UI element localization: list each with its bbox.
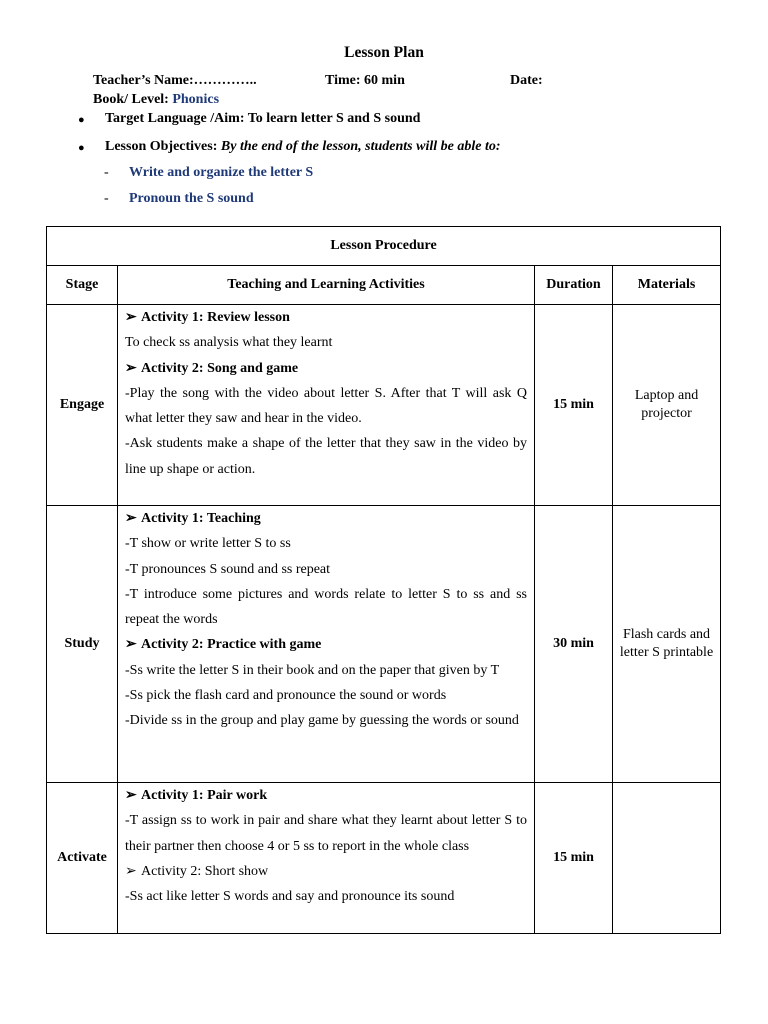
activity-heading: ➢ Activity 2: Song and game bbox=[125, 356, 527, 381]
book-level-value: Phonics bbox=[172, 92, 220, 107]
activity-text: -Play the song with the video about letter S. After that T will ask Q what letter they saw and hear in the video. bbox=[125, 385, 527, 427]
materials-cell: Laptop and projector bbox=[613, 305, 721, 506]
activity-heading: ➢ Activity 1: Review lesson bbox=[125, 305, 527, 330]
book-level-line bbox=[93, 92, 219, 108]
objectives-intro: By the end of the lesson, students will be able to: bbox=[220, 139, 501, 154]
activity-text: -Ask students make a shape of the letter that they saw in the video by line up shape or action. bbox=[125, 436, 527, 477]
column-header-materials: Materials bbox=[613, 266, 721, 305]
column-header-duration: Duration bbox=[535, 266, 613, 305]
activity-text: -T show or write letter S to ss bbox=[125, 536, 291, 552]
objectives-line bbox=[105, 139, 501, 155]
table-caption: Lesson Procedure bbox=[47, 227, 721, 266]
teacher-name-label: Teacher’s Name:………….. bbox=[93, 73, 257, 88]
lesson-procedure-table bbox=[46, 226, 721, 934]
stage-cell: Activate bbox=[47, 783, 118, 934]
table-row bbox=[47, 506, 721, 783]
table-row bbox=[47, 783, 721, 934]
objective-dash: - bbox=[104, 165, 109, 180]
arrow-bullet-icon: ➢ bbox=[125, 788, 137, 803]
table-row bbox=[47, 305, 721, 506]
activity-text: -Ss act like letter S words and say and pronounce its sound bbox=[125, 889, 455, 905]
activity-text: -T pronounces S sound and ss repeat bbox=[125, 561, 331, 577]
arrow-bullet-icon: ➢ bbox=[125, 637, 137, 653]
activity-text: -Divide ss in the group and play game by guessing the words or sound bbox=[125, 713, 519, 729]
activity-heading: ➢ Activity 2: Practice with game bbox=[125, 632, 527, 657]
materials-cell: Flash cards and letter S printable bbox=[613, 506, 721, 783]
arrow-bullet-icon: ➢ bbox=[125, 511, 137, 526]
target-language-line: Target Language /Aim: To learn letter S and S sound bbox=[105, 111, 421, 126]
duration-cell: 15 min bbox=[535, 783, 613, 934]
stage-cell: Study bbox=[47, 506, 118, 783]
date-label: Date: bbox=[510, 73, 543, 88]
activities-cell bbox=[118, 305, 535, 506]
activity-text: -Ss write the letter S in their book and on the paper that given by T bbox=[125, 662, 500, 678]
objective-dash: - bbox=[104, 191, 109, 206]
book-level-label: Book/ Level: bbox=[93, 92, 173, 107]
time-label: Time: 60 min bbox=[325, 73, 405, 88]
activity-text: -T introduce some pictures and words relate to letter S to ss and ss repeat the words bbox=[125, 586, 527, 628]
materials-cell bbox=[613, 783, 721, 934]
bullet-dot-icon: ● bbox=[78, 114, 85, 126]
bullet-dot-icon: ● bbox=[78, 142, 85, 154]
activity-text: -T assign ss to work in pair and share what they learnt about letter S to their partner then choose 4 or 5 ss to report in the whole class bbox=[125, 813, 527, 854]
activity-text: -Ss pick the flash card and pronounce the sound or words bbox=[125, 688, 447, 704]
objectives-label: Lesson Objectives: bbox=[105, 139, 221, 154]
activity-heading: ➢ Activity 1: Pair work bbox=[125, 783, 527, 808]
activities-cell bbox=[118, 506, 535, 783]
arrow-bullet-icon: ➢ bbox=[125, 863, 137, 879]
activity-text: To check ss analysis what they learnt bbox=[125, 335, 333, 351]
document-title: Lesson Plan bbox=[344, 44, 424, 61]
activities-cell bbox=[118, 783, 535, 934]
column-header-stage: Stage bbox=[47, 266, 118, 305]
activity-heading: ➢ Activity 1: Teaching bbox=[125, 506, 527, 531]
arrow-bullet-icon: ➢ bbox=[125, 360, 137, 376]
stage-cell: Engage bbox=[47, 305, 118, 506]
arrow-bullet-icon: ➢ bbox=[125, 310, 137, 325]
objective-item: Write and organize the letter S bbox=[129, 165, 314, 180]
activity-heading: ➢ Activity 2: Short show bbox=[125, 859, 527, 884]
objective-item: Pronoun the S sound bbox=[129, 191, 254, 206]
duration-cell: 30 min bbox=[535, 506, 613, 783]
column-header-activities: Teaching and Learning Activities bbox=[118, 266, 535, 305]
duration-cell: 15 min bbox=[535, 305, 613, 506]
